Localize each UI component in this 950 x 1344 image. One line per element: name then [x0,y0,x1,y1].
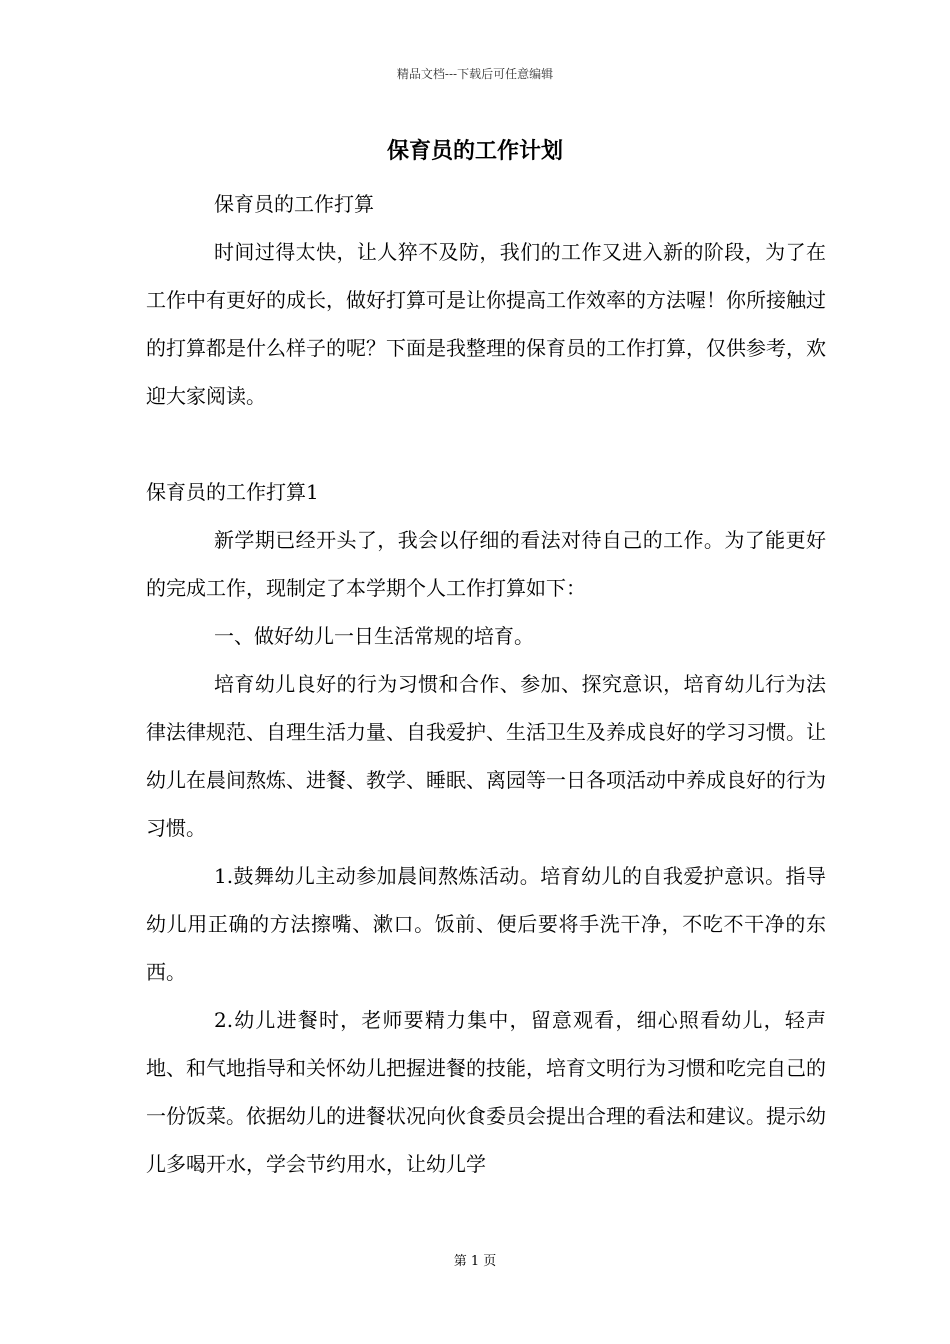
document-body [146,180,826,1188]
page-number: 第 1 页 [453,1254,497,1269]
intro-paragraph: 时间过得太快，让人猝不及防，我们的工作又进入新的阶段，为了在工作中有更好的成长，做好打算可是让你提高工作效率的方法喔！你所接触过的打算都是什么样子的呢？下面是我整理的保育员的工作打算，仅供参考，欢迎大家阅读。 [146,240,826,408]
list-item: 2.幼儿进餐时，老师要精力集中，留意观看，细心照看幼儿，轻声地、和气地指导和关怀幼儿把握进餐的技能，培育文明行为习惯和吃完自己的一份饭菜。依据幼儿的进餐状况向伙食委员会提出合理的看法和建议。提示幼儿多喝开水，学会节约用水，让幼儿学 [146,1008,826,1176]
page-header: 精品文档---下载后可任意编辑 [396,67,554,81]
section-heading: 保育员的工作打算1 [146,480,319,504]
list-heading: 一、做好幼儿一日生活常规的培育。 [214,624,534,648]
body-paragraph: 培育幼儿良好的行为习惯和合作、参加、探究意识，培育幼儿行为法律法律规范、自理生活力量、自我爱护、生活卫生及养成良好的学习习惯。让幼儿在晨间熬炼、进餐、教学、睡眠、离园等一日各项活动中养成良好的行为习惯。 [146,672,826,840]
list-item: 1.鼓舞幼儿主动参加晨间熬炼活动。培育幼儿的自我爱护意识。指导幼儿用正确的方法擦嘴、漱口。饭前、便后要将手洗干净，不吃不干净的东西。 [146,864,826,984]
blank-line [146,420,826,468]
body-paragraph: 新学期已经开头了，我会以仔细的看法对待自己的工作。为了能更好的完成工作，现制定了本学期个人工作打算如下： [146,528,826,600]
subtitle-paragraph: 保育员的工作打算 [214,192,374,216]
document-title: 保育员的工作计划 [386,138,563,164]
